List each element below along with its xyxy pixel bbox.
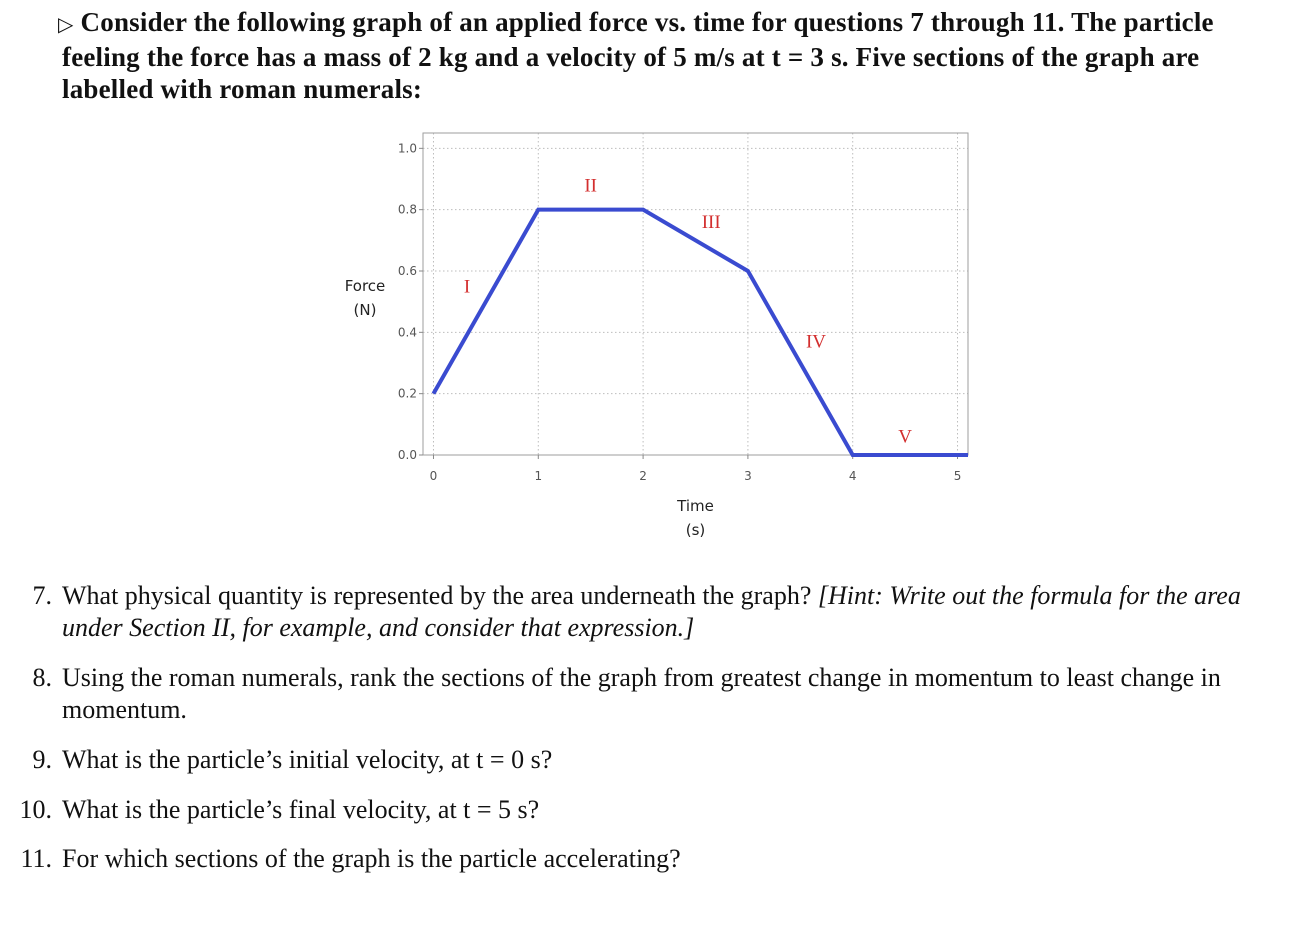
question-8 [32, 662, 1262, 726]
section-label: IV [805, 331, 827, 353]
question-hint: [Hint: Write out the formula for the area under Section II, for example, and consider that expression.] [62, 581, 1241, 642]
section-label: II [584, 175, 598, 197]
question-9 [32, 744, 1262, 776]
section-label: III [701, 212, 721, 234]
x-tick-label: 3 [744, 469, 752, 483]
x-tick-label: 4 [848, 469, 857, 483]
question-7 [32, 580, 1262, 644]
question-text: For which sections of the graph is the particle accelerating? [62, 844, 681, 873]
question-10 [19, 794, 1262, 826]
problem-intro [58, 6, 1262, 105]
grid [423, 133, 968, 455]
axes [345, 133, 968, 539]
y-tick-label: 0.0 [397, 448, 417, 462]
y-axis-label: Force [344, 277, 386, 295]
y-tick-label: 0.6 [397, 264, 417, 278]
y-axis-label: (N) [353, 301, 377, 319]
y-tick-label: 0.2 [397, 386, 417, 401]
question-number: 10. [19, 795, 52, 824]
y-tick-label: 0.8 [397, 202, 417, 217]
plot-frame [423, 133, 968, 455]
triangle-marker-icon: ▷ [58, 14, 74, 36]
question-number: 9. [32, 745, 52, 774]
question-11 [20, 843, 1262, 875]
section-labels [464, 175, 912, 447]
x-tick-label: 1 [534, 469, 543, 483]
y-tick-label: 1.0 [397, 141, 417, 156]
section-label: V [898, 426, 912, 448]
question-number: 8. [32, 663, 52, 692]
y-tick-label: 0.4 [397, 325, 417, 340]
question-text: What is the particle’s initial velocity, at t = 0 s? [62, 745, 553, 774]
section-label: I [463, 276, 471, 298]
question-text: What physical quantity is represented by the area underneath the graph? [62, 581, 812, 610]
x-tick-label: 5 [953, 469, 962, 483]
intro-text: Consider the following graph of an applied force vs. time for questions 7 through 11. The particle feeling the force has a mass of 2 kg and a velocity of 5 m/s at t = 3 s. Five sections of the graph are labelled with roman numerals: [62, 7, 1214, 104]
question-text: Using the roman numerals, rank the sections of the graph from greatest change in momentum to least change in momentum. [62, 663, 1221, 724]
question-number: 7. [32, 581, 52, 610]
x-tick-label: 2 [639, 469, 647, 483]
question-number: 11. [20, 844, 52, 873]
question-text: What is the particle’s final velocity, at t = 5 s? [62, 795, 540, 824]
x-axis-label: (s) [685, 521, 706, 539]
x-axis-label: Time [677, 497, 714, 515]
x-tick-label: 0 [429, 469, 438, 483]
force-time-chart [330, 125, 990, 545]
